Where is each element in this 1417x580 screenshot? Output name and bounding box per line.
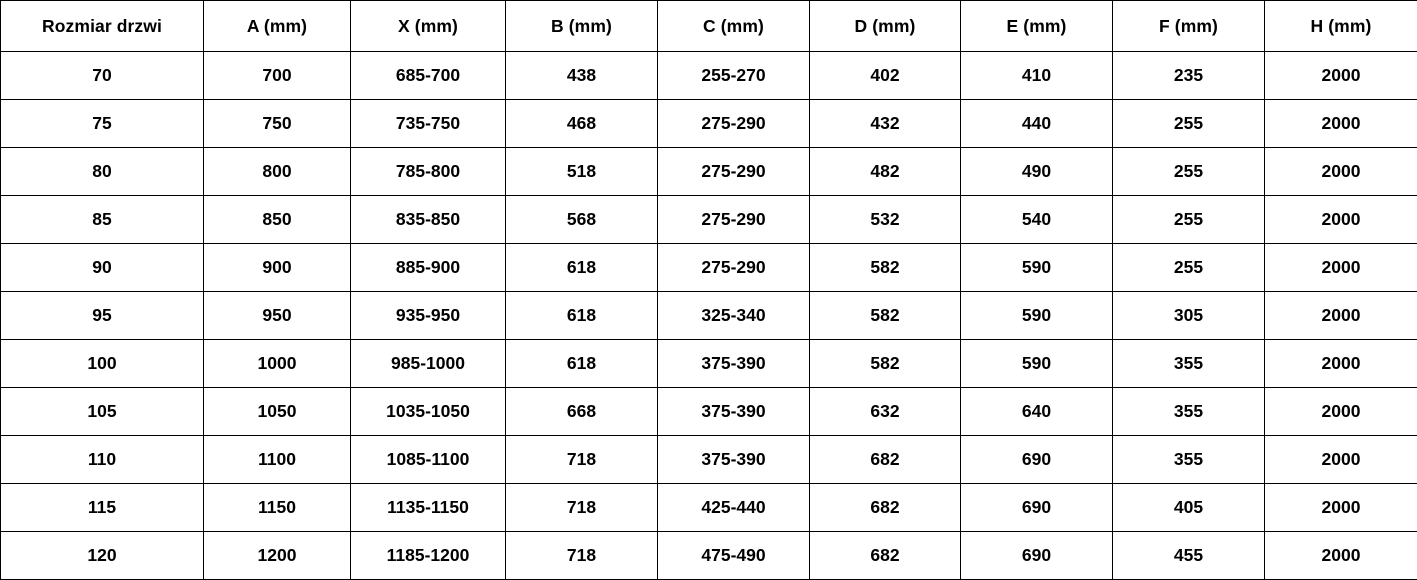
table-cell: 632 [810, 388, 961, 436]
table-cell: 2000 [1265, 388, 1417, 436]
table-row [1, 340, 1417, 388]
table-row [1, 196, 1417, 244]
table-row [1, 52, 1417, 100]
table-cell: 718 [506, 436, 658, 484]
table-cell: 685-700 [351, 52, 506, 100]
table-cell: 618 [506, 340, 658, 388]
table-cell: 1185-1200 [351, 532, 506, 580]
table-cell: 2000 [1265, 484, 1417, 532]
table-cell: 532 [810, 196, 961, 244]
table-cell: 2000 [1265, 52, 1417, 100]
column-header-b: B (mm) [506, 1, 658, 52]
table-cell: 1100 [204, 436, 351, 484]
table-cell: 682 [810, 484, 961, 532]
table-cell: 255 [1113, 100, 1265, 148]
table-header [1, 1, 1417, 52]
table-cell: 440 [961, 100, 1113, 148]
table-cell: 618 [506, 244, 658, 292]
table-cell: 682 [810, 436, 961, 484]
table-cell: 735-750 [351, 100, 506, 148]
column-header-h: H (mm) [1265, 1, 1417, 52]
column-header-door-size: Rozmiar drzwi [1, 1, 204, 52]
table-cell: 2000 [1265, 340, 1417, 388]
table-cell: 950 [204, 292, 351, 340]
table-cell: 690 [961, 436, 1113, 484]
table-cell: 255 [1113, 196, 1265, 244]
table-cell: 2000 [1265, 244, 1417, 292]
table-cell: 100 [1, 340, 204, 388]
table-cell: 700 [204, 52, 351, 100]
table-cell: 590 [961, 292, 1113, 340]
table-cell: 375-390 [658, 340, 810, 388]
table-cell: 275-290 [658, 244, 810, 292]
table-cell: 482 [810, 148, 961, 196]
table-cell: 355 [1113, 340, 1265, 388]
table-cell: 115 [1, 484, 204, 532]
table-row [1, 436, 1417, 484]
table-cell: 640 [961, 388, 1113, 436]
table-cell: 275-290 [658, 148, 810, 196]
table-cell: 590 [961, 340, 1113, 388]
table-cell: 468 [506, 100, 658, 148]
table-cell: 355 [1113, 388, 1265, 436]
table-cell: 90 [1, 244, 204, 292]
table-cell: 235 [1113, 52, 1265, 100]
table-cell: 850 [204, 196, 351, 244]
table-cell: 885-900 [351, 244, 506, 292]
table-cell: 455 [1113, 532, 1265, 580]
table-cell: 582 [810, 244, 961, 292]
table-cell: 1000 [204, 340, 351, 388]
table-cell: 255-270 [658, 52, 810, 100]
table-cell: 618 [506, 292, 658, 340]
table-row [1, 388, 1417, 436]
table-cell: 410 [961, 52, 1113, 100]
table-cell: 1050 [204, 388, 351, 436]
column-header-c: C (mm) [658, 1, 810, 52]
table-row [1, 244, 1417, 292]
table-cell: 475-490 [658, 532, 810, 580]
table-cell: 2000 [1265, 292, 1417, 340]
table-cell: 255 [1113, 148, 1265, 196]
table-cell: 985-1000 [351, 340, 506, 388]
table-cell: 75 [1, 100, 204, 148]
table-cell: 490 [961, 148, 1113, 196]
table-cell: 582 [810, 292, 961, 340]
table-cell: 325-340 [658, 292, 810, 340]
table-cell: 1150 [204, 484, 351, 532]
table-cell: 405 [1113, 484, 1265, 532]
column-header-a: A (mm) [204, 1, 351, 52]
table-cell: 900 [204, 244, 351, 292]
table-cell: 1200 [204, 532, 351, 580]
table-cell: 95 [1, 292, 204, 340]
table-row [1, 148, 1417, 196]
table-row [1, 292, 1417, 340]
table-row [1, 532, 1417, 580]
table-cell: 375-390 [658, 436, 810, 484]
table-cell: 668 [506, 388, 658, 436]
table-cell: 518 [506, 148, 658, 196]
table-cell: 590 [961, 244, 1113, 292]
table-cell: 275-290 [658, 100, 810, 148]
table-cell: 2000 [1265, 148, 1417, 196]
column-header-x: X (mm) [351, 1, 506, 52]
table-cell: 582 [810, 340, 961, 388]
table-cell: 425-440 [658, 484, 810, 532]
table-cell: 402 [810, 52, 961, 100]
table-cell: 375-390 [658, 388, 810, 436]
table-cell: 305 [1113, 292, 1265, 340]
table-row [1, 484, 1417, 532]
table-cell: 85 [1, 196, 204, 244]
column-header-d: D (mm) [810, 1, 961, 52]
table-cell: 275-290 [658, 196, 810, 244]
table-cell: 935-950 [351, 292, 506, 340]
table-cell: 750 [204, 100, 351, 148]
table-cell: 80 [1, 148, 204, 196]
table-cell: 785-800 [351, 148, 506, 196]
table-cell: 120 [1, 532, 204, 580]
table-cell: 1085-1100 [351, 436, 506, 484]
table-cell: 105 [1, 388, 204, 436]
table-cell: 438 [506, 52, 658, 100]
table-cell: 2000 [1265, 100, 1417, 148]
table-cell: 690 [961, 484, 1113, 532]
table-header-row [1, 1, 1417, 52]
table-cell: 718 [506, 532, 658, 580]
column-header-e: E (mm) [961, 1, 1113, 52]
table-cell: 690 [961, 532, 1113, 580]
table-cell: 110 [1, 436, 204, 484]
column-header-f: F (mm) [1113, 1, 1265, 52]
table-cell: 2000 [1265, 436, 1417, 484]
table-body [1, 52, 1417, 580]
table-cell: 2000 [1265, 532, 1417, 580]
table-cell: 1035-1050 [351, 388, 506, 436]
table-cell: 540 [961, 196, 1113, 244]
table-cell: 255 [1113, 244, 1265, 292]
table-cell: 718 [506, 484, 658, 532]
table-cell: 432 [810, 100, 961, 148]
table-cell: 568 [506, 196, 658, 244]
table-row [1, 100, 1417, 148]
table-cell: 70 [1, 52, 204, 100]
table-cell: 2000 [1265, 196, 1417, 244]
table-cell: 835-850 [351, 196, 506, 244]
table-cell: 1135-1150 [351, 484, 506, 532]
table-cell: 682 [810, 532, 961, 580]
table-cell: 355 [1113, 436, 1265, 484]
table-cell: 800 [204, 148, 351, 196]
